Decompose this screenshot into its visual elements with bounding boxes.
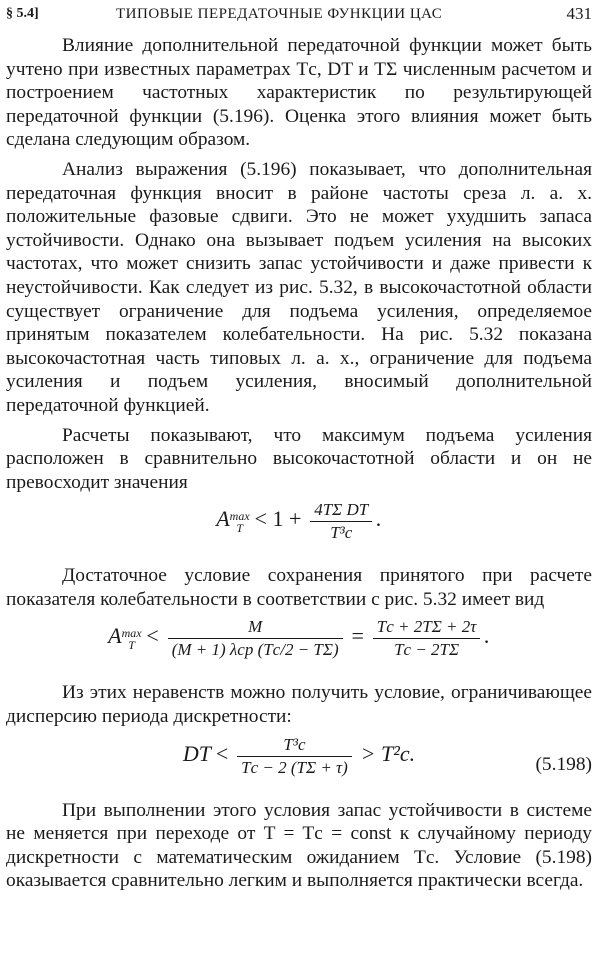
running-header [6, 2, 592, 26]
equation-1 [6, 500, 592, 556]
eq2-period: . [484, 623, 490, 649]
eq2-denominator-1: (M + 1) λср (Tс/2 − TΣ) [171, 640, 339, 660]
paragraph-2: Анализ выражения (5.196) показывает, что дополнительная передаточная функция вносит в районе частоты среза л. а. х. положительные фазовые сдвиги. Это не может ухудшить запаса устойчивости. Однако она вызывает подъем усиления на высоких частотах, что может снизить запас устойчивости и даже привести к неустойчивости. Как следует из рис. 5.32, в высокочастотной области существует ограничение для подъема усиления, определяемое принятым показателем колебательности. На рис. 5.32 показана высокочастотная часть типовых л. а. х., ограничение для подъема усиления и подъем усиления, вносимый дополнительной передаточной функцией. [6, 158, 592, 416]
eq3-lhs: DT [182, 740, 211, 766]
eq1-lhs: A [216, 506, 230, 532]
eq1-numerator: 4TΣ DT [310, 500, 372, 522]
eq3-denominator: Tс − 2 (TΣ + τ) [241, 757, 348, 777]
eq1-fraction [310, 500, 372, 543]
eq2-relation: < [146, 623, 159, 649]
eq2-lhs-sub: T [128, 637, 135, 652]
eq3-fraction [237, 735, 352, 778]
eq3-relation-2: > T²с. [360, 740, 416, 766]
eq2-fraction-2 [373, 617, 481, 660]
eq2-numerator-2: Tс + 2TΣ + 2τ [373, 617, 481, 639]
page-number: 431 [566, 4, 592, 23]
text-body [6, 34, 592, 899]
paragraph-4: Достаточное условие сохранения принятого при расчете показателя колебательности в соответствии с рис. 5.32 имеет вид [6, 565, 592, 610]
paragraph-1: Влияние дополнительной передаточной функции может быть учтено при известных параметрах Tс, DT и TΣ численным расчетом и построением частотных характеристик по результирующей передаточной функции (5.196). Оценка этого влияния может быть сделана следующим образом. [6, 35, 592, 151]
eq3-relation: < [215, 740, 229, 766]
equation-2 [6, 617, 592, 673]
eq2-lhs: A [108, 623, 122, 649]
eq2-denominator-2: Tс − 2TΣ [394, 640, 460, 660]
paragraph-6: При выполнении этого условия запас устойчивости в системе не меняется при переходе от T = Tс = const к случайному периоду дискретности с математическим ожиданием Tс. Условие (5.198) оказывается сравнительно легким и выполняется практически всегда. [6, 799, 592, 892]
paragraph-3: Расчеты показывают, что максимум подъема усиления расположен в сравнительно высокочастотной области и он не превосходит значения [6, 424, 592, 493]
eq3-numerator: T³с [237, 735, 352, 757]
eq1-relation: < 1 + [254, 506, 302, 532]
paragraph-5: Из этих неравенств можно получить условие, ограничивающее дисперсию периода дискретности: [6, 682, 592, 728]
eq1-lhs-sub: T [236, 520, 244, 535]
equation-3 [6, 735, 592, 791]
eq2-numerator-1: M [168, 617, 343, 639]
eq2-equals: = [351, 623, 364, 649]
eq1-denominator: T³с [330, 523, 353, 543]
equation-number: (5.198) [535, 753, 592, 775]
eq1-lhs-sup: max [229, 508, 250, 523]
eq1-period: . [376, 506, 382, 532]
section-label: § 5.4] [6, 6, 39, 21]
eq2-fraction-1 [168, 617, 343, 660]
eq2-lhs-sup: max [121, 625, 142, 640]
running-title: ТИПОВЫЕ ПЕРЕДАТОЧНЫЕ ФУНКЦИИ ЦАС [116, 6, 443, 22]
